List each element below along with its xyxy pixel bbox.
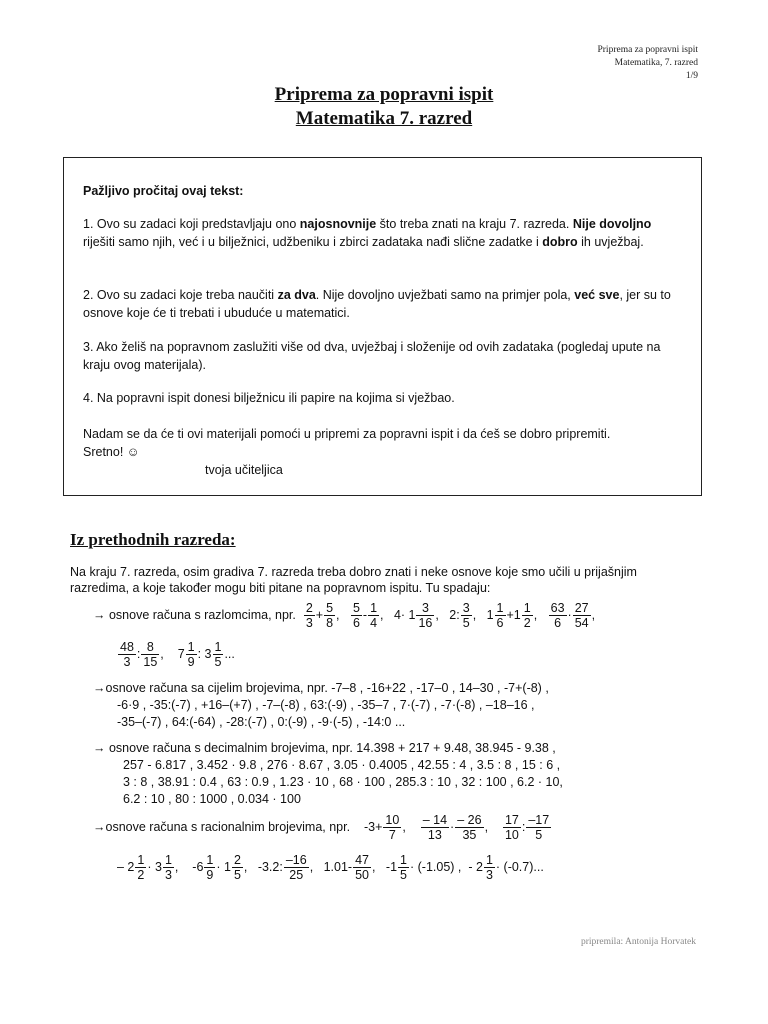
box-paragraph-6: Sretno! ☺ [83,445,140,459]
fraction: $\frac{17}{10}$ [504,813,519,843]
p1-bold-d: Nije dovoljno [572,217,652,231]
fraction: $\frac{1}{5}$ [400,853,407,883]
integers-line-3: -35–(-7) , 64:(-64) , -28:(-7) , 0:(-9) , -9·(-5) , -14:0 ... [117,715,406,729]
box-paragraph-3: 3. Ako želiš na popravnom zaslužiti više od dva, uvježbaj i složenije od ovih zadataka (pogledaj upute na kraju ovog materijala). [83,340,661,372]
fraction: $\frac{3}{5}$ [462,601,470,631]
rationals-line-2: – 2 $\frac{1}{2}$ · 3 $\frac{1}{3}$ , -6 $\frac{1}{9}$ · 1 $\frac{2}{5}$ , -3.2: $\frac{-16}{25}$ , 1.01- $\frac{47}{50}$ , -1 $\frac{1}{5}$ · (-1.05) , - 2 $\frac{1}{3}$ · (-0.7)... [117,853,544,883]
fraction: $\frac{48}{3}$ [120,640,134,670]
section-title: Iz prethodnih razreda: [70,530,236,549]
p1-bold-b: najosnovnije [299,217,377,231]
fraction: $\frac{63}{6}$ [550,601,565,631]
fraction: $\frac{-16}{25}$ [285,853,307,883]
page-title: Priprema za popravni ispit [274,84,494,105]
fraction: $\frac{1}{3}$ [164,853,172,883]
fractions-line-2: $\frac{48}{3}$ : $\frac{8}{15}$ , 7 $\frac{1}{9}$ : 3 $\frac{1}{5}$ ... [120,640,235,670]
page-number: 1/9 [685,71,698,81]
fraction: $\frac{1}{2}$ [137,853,145,883]
p1-bold-f: dobro [542,235,578,249]
page-header [597,44,698,83]
rationals-line-1: →osnove računa s racionalnim brojevima, npr. -3+ $\frac{10}{7}$ , $\frac{- 14}{13}$ · $\frac{- 26}{35}$ , $\frac{17}{10}$ : $\frac{-17}{5}$ [93,813,550,843]
fraction: $\frac{2}{3}$ [305,601,313,631]
fraction: $\frac{1}{4}$ [370,601,378,631]
fraction: $\frac{47}{50}$ [355,853,369,883]
fraction: $\frac{1}{2}$ [523,601,531,631]
p1-text-c: što treba znati na kraju 7. razreda. [376,217,573,231]
fraction: $\frac{5}{8}$ [326,601,334,631]
integers-line-1: →osnove računa sa cijelim brojevima, npr. -7–8 , -16+22 , -17–0 , 14–30 , -7+(-8) , [93,681,549,695]
p2-bold-d: već sve [574,288,620,302]
page-subtitle: Matematika 7. razred [295,108,473,129]
p2-text-c: . Nije dovoljno uvježbati samo na primjer pola, [315,288,575,302]
fraction: $\frac{1}{5}$ [214,640,222,670]
fraction: $\frac{3}{16}$ [418,601,433,631]
fraction: $\frac{1}{3}$ [485,853,493,883]
decimals-line-4: 6.2 : 10 , 80 : 1000 , 0.034 · 100 [123,792,301,806]
header-subject: Matematika, 7. razred [614,58,698,68]
p1-text-g: ih uvježbaj. [577,235,644,249]
rationals-label: →osnove računa s racionalnim brojevima, npr. [93,820,351,834]
fraction: $\frac{-17}{5}$ [528,813,550,843]
fraction: $\frac{- 14}{13}$ [422,813,448,843]
integers-line-2: -6·9 , -35:(-7) , +16–(+7) , -7–(-8) , 63:(-9) , -35–7 , 7·(-7) , -7·(-8) , –18–16 , [117,698,535,712]
p1-text-a: 1. Ovo su zadaci koji predstavljaju ono [83,217,300,231]
header-title: Priprema za popravni ispit [597,45,698,55]
p1-text-e: riješiti samo njih, već i u bilježnici, udžbeniku i zbirci zadataka nađi slične zadatke i [83,235,543,249]
fractions-line-1: → osnove računa s razlomcima, npr. $\frac{2}{3}$ + $\frac{5}{8}$ , $\frac{5}{6}$ - $\frac{1}{4}$ , 4· 1 $\frac{3}{16}$ , 2: $\frac{3}{5}$ , 1 $\frac{1}{6}$ +1 $\frac{1}{2}$ , $\frac{63}{6}$ · $\frac{27}{54}$ , [93,601,596,631]
decimals-line-2: 257 - 6.817 , 3.452 · 9.8 , 276 · 8.67 , 3.05 · 0.4005 , 42.55 : 4 , 3.5 : 8 , 15 : 6 , [123,758,561,772]
fraction: $\frac{1}{6}$ [496,601,504,631]
p2-text-a: 2. Ovo su zadaci koje treba naučiti [83,288,278,302]
box-paragraph-5: Nadam se da će ti ovi materijali pomoći u pripremi za popravni ispit i da ćeš se dobro pripremiti. [83,427,611,441]
box-paragraph-1 [83,215,683,251]
fraction: $\frac{- 26}{35}$ [457,813,482,843]
box-paragraph-2 [83,286,683,322]
fraction: $\frac{5}{6}$ [352,601,360,631]
fraction: $\frac{1}{9}$ [187,640,195,670]
page-footer: pripremila: Antonija Horvatek [580,937,696,947]
p2-bold-b: za dva [277,288,316,302]
box-signature: tvoja učiteljica [205,463,283,477]
fraction: $\frac{8}{15}$ [143,640,158,670]
box-paragraph-4: 4. Na popravni ispit donesi bilježnicu ili papire na kojima si vježbao. [83,391,455,405]
box-heading: Pažljivo pročitaj ovaj tekst: [83,184,244,198]
fraction: $\frac{1}{9}$ [206,853,214,883]
fraction: $\frac{27}{54}$ [574,601,589,631]
fraction: $\frac{2}{5}$ [233,853,241,883]
section-intro-1: Na kraju 7. razreda, osim gradiva 7. razreda treba dobro znati i neke osnove koje smo učili u prijašnjim [70,565,637,579]
decimals-line-3: 3 : 8 , 38.91 : 0.4 , 63 : 0.9 , 1.23 · 10 , 68 · 100 , 285.3 : 10 , 32 : 100 , 6.2 · 10, [123,775,563,789]
section-intro-2: razredima, a koje također mogu biti pitane na popravnom ispitu. Tu spadaju: [70,581,491,595]
decimals-line-1: → osnove računa s decimalnim brojevima, npr. 14.398 + 217 + 9.48, 38.945 - 9.38 , [93,741,556,755]
fractions-label: → osnove računa s razlomcima, npr. [93,608,296,622]
fraction: $\frac{10}{7}$ [385,813,400,843]
p2-text-e: , jer su to osnove koje će ti trebati i ubuduće u matematici. [83,288,671,320]
